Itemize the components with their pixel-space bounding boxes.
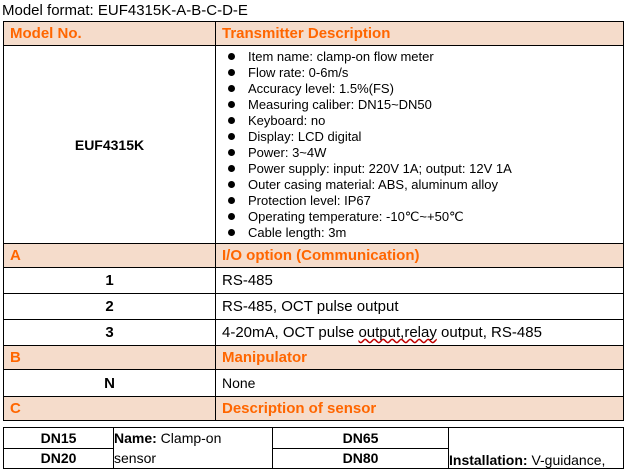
installation-value: V-guidance, (527, 452, 606, 468)
feature-item: Item name: clamp-on flow meter (226, 49, 623, 65)
feature-item: Power supply: input: 220V 1A; output: 12V 1A (226, 161, 623, 177)
sensor-size: DN80 (273, 448, 449, 469)
feature-item: Outer casing material: ABS, aluminum alloy (226, 177, 623, 193)
sensor-size: DN15 (4, 428, 114, 449)
feature-item: Power: 3~4W (226, 145, 623, 161)
sensor-size: DN20 (4, 448, 114, 469)
io-option-desc (216, 320, 624, 346)
transmitter-header: Transmitter Description (216, 22, 624, 46)
feature-item: Operating temperature: -10℃~+50℃ (226, 209, 623, 225)
io-option-row (4, 320, 624, 346)
sensor-name-label: Name: (114, 430, 157, 446)
model-no-header: Model No. (4, 22, 216, 46)
sensor-name (114, 428, 273, 469)
sensor-name-value: Clamp-on (156, 430, 222, 446)
sensor-name-value-cont: sensor (114, 450, 157, 466)
io-option-desc: RS-485 (216, 268, 624, 294)
manipulator-option-code: N (4, 370, 216, 397)
feature-item: Flow rate: 0-6m/s (226, 65, 623, 81)
header-row (4, 22, 624, 46)
feature-item: Protection level: IP67 (226, 193, 623, 209)
transmitter-description (216, 46, 624, 244)
io-option-desc-suffix: output, RS-485 (436, 324, 542, 341)
io-option-code: 3 (4, 320, 216, 346)
section-b-title: Manipulator (216, 346, 624, 370)
feature-list (216, 46, 623, 243)
manipulator-option-desc: None (216, 370, 624, 397)
io-option-code: 2 (4, 294, 216, 320)
sensor-size: DN65 (273, 428, 449, 449)
model-format-line: Model format: EUF4315K-A-B-C-D-E (2, 2, 248, 19)
io-option-desc: RS-485, OCT pulse output (216, 294, 624, 320)
manipulator-option-row (4, 370, 624, 397)
feature-item: Measuring caliber: DN15~DN50 (226, 97, 623, 113)
section-a-title: I/O option (Communication) (216, 244, 624, 268)
installation-label: Installation: (449, 452, 528, 468)
model-row (4, 46, 624, 244)
model-number: EUF4315K (4, 46, 216, 244)
feature-item: Accuracy level: 1.5%(FS) (226, 81, 623, 97)
section-c-code: C (4, 397, 216, 421)
section-a-code: A (4, 244, 216, 268)
spellcheck-underlined-text: output,relay (358, 324, 437, 341)
feature-item: Cable length: 3m (226, 225, 623, 241)
io-option-row (4, 294, 624, 320)
section-b-header (4, 346, 624, 370)
io-option-desc-prefix: 4-20mA, OCT pulse (222, 324, 359, 341)
section-c-title: Description of sensor (216, 397, 624, 421)
io-option-code: 1 (4, 268, 216, 294)
sensor-installation (449, 428, 624, 469)
io-option-row (4, 268, 624, 294)
spec-table (3, 21, 624, 421)
section-a-header (4, 244, 624, 268)
sensor-row (4, 428, 624, 449)
feature-item: Display: LCD digital (226, 129, 623, 145)
section-c-header (4, 397, 624, 421)
sensor-table (3, 427, 624, 469)
section-b-code: B (4, 346, 216, 370)
feature-item: Keyboard: no (226, 113, 623, 129)
